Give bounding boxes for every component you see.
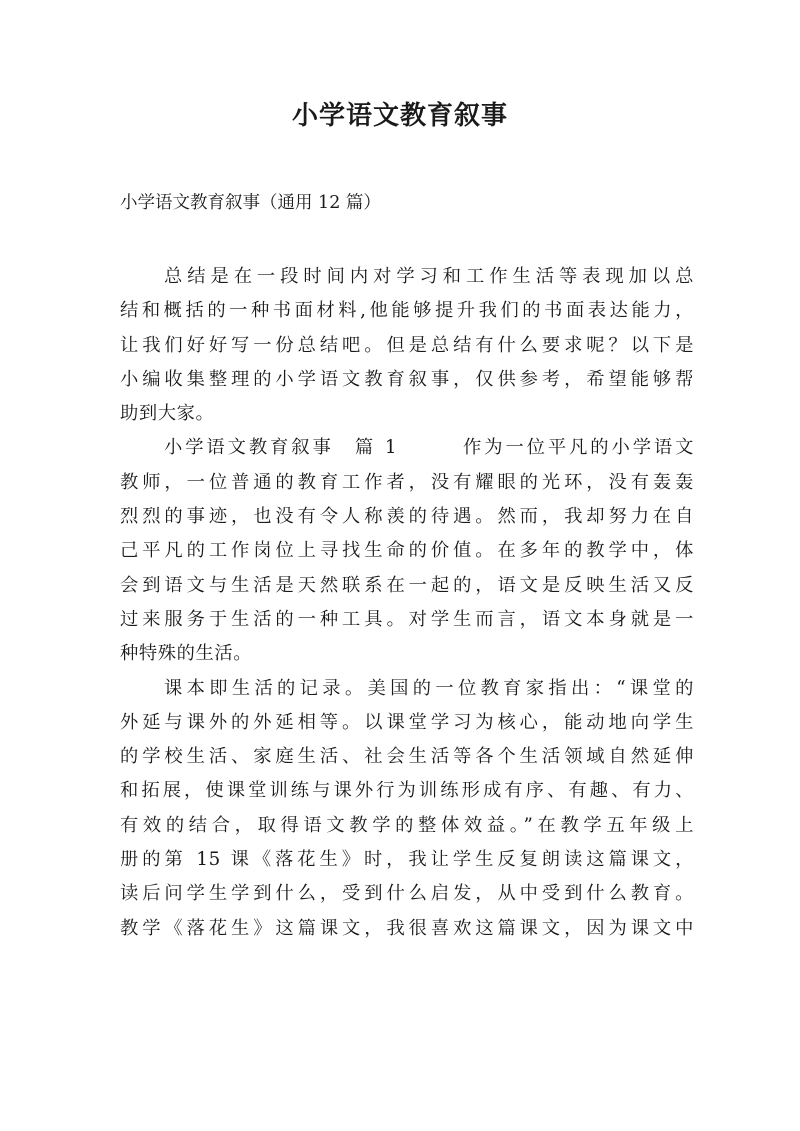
body-line: 烈烈的事迹，也没有令人称羡的待遇。然而，我却努力在自 [120,506,694,528]
body-line: 总结是在一段时间内对学习和工作生活等表现加以总 [164,266,694,287]
document-subtitle: 小学语文教育叙事（通用 12 篇） [120,193,381,213]
body-line: 读后问学生学到什么，受到什么启发，从中受到什么教育。 [120,883,694,905]
body-line: 和拓展，使课堂训练与课外行为训练形成有序、有趣、有力、 [120,780,694,802]
body-line: 结和概括的一种书面材料,他能够提升我们的书面表达能力， [120,300,694,322]
document-title: 小学语文教育叙事 [291,101,508,131]
body-line: 助到大家。 [120,403,215,425]
body-line: 种特殊的生活。 [120,643,253,665]
body-line: 册的第 15 课《落花生》时，我让学生反复朗读这篇课文， [120,849,694,871]
body-line: 教学《落花生》这篇课文，我很喜欢这篇课文，因为课文中 [120,917,694,939]
body-line: 己平凡的工作岗位上寻找生命的价值。在多年的教学中，体 [120,540,694,562]
body-line: 过来服务于生活的一种工具。对学生而言，语文本身就是一 [120,608,694,630]
document-body [120,260,694,946]
body-line: 会到语文与生活是天然联系在一起的，语文是反映生活又反 [120,574,694,596]
body-line: 的学校生活、家庭生活、社会生活等各个生活领域自然延伸 [120,746,694,768]
body-line: 教师，一位普通的教育工作者，没有耀眼的光环，没有轰轰 [120,471,694,493]
body-line: 有效的结合，取得语文教学的整体效益。”在教学五年级上 [120,814,694,836]
body-line: 小编收集整理的小学语文教育叙事，仅供参考，希望能够帮 [120,368,694,390]
body-line: 小学语文教育叙事 篇 1 作为一位平凡的小学语文 [164,437,694,459]
body-line: 课本即生活的记录。美国的一位教育家指出：“课堂的 [164,677,694,699]
body-line: 让我们好好写一份总结吧。但是总结有什么要求呢？以下是 [120,334,694,356]
body-line: 外延与课外的外延相等。以课堂学习为核心，能动地向学生 [120,711,694,733]
